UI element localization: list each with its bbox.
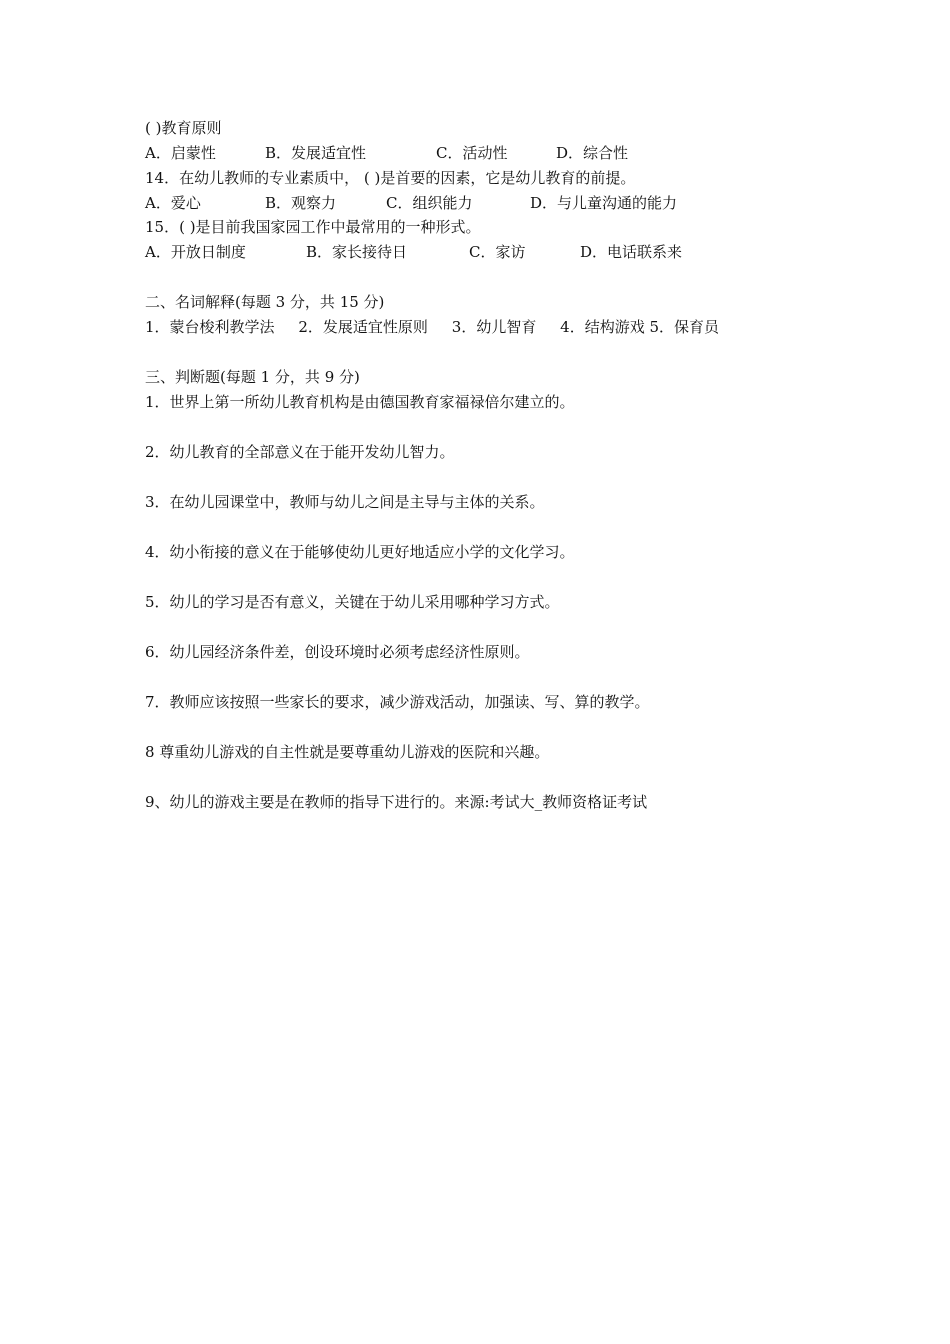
q15-options — [0, 242, 950, 262]
q13-stem: ( )教育原则 — [145, 119, 222, 137]
q13-option-d: D．综合性 — [556, 144, 629, 162]
q15-option-b: B．家长接待日 — [306, 243, 408, 261]
q13-option-c: C．活动性 — [436, 144, 508, 162]
q14-option-a: A．爱心 — [145, 194, 201, 212]
q13-options — [0, 143, 950, 163]
q14-stem: 14．在幼儿教师的专业素质中， ( )是首要的因素，它是幼儿教育的前提。 — [145, 169, 636, 187]
tf-item-3: 3．在幼儿园课堂中，教师与幼儿之间是主导与主体的关系。 — [145, 493, 545, 511]
tf-item-7: 7．教师应该按照一些家长的要求，减少游戏活动，加强读、写、算的教学。 — [145, 693, 650, 711]
section3-heading: 三、判断题(每题 1 分，共 9 分) — [145, 368, 360, 386]
q13-option-b: B．发展适宜性 — [265, 144, 367, 162]
tf-item-8: 8 尊重幼儿游戏的自主性就是要尊重幼儿游戏的医院和兴趣。 — [145, 743, 550, 761]
section2-heading: 二、名词解释(每题 3 分，共 15 分) — [145, 293, 385, 311]
q14-option-c: C．组织能力 — [386, 194, 473, 212]
tf-item-1: 1．世界上第一所幼儿教育机构是由德国教育家福禄倍尔建立的。 — [145, 393, 575, 411]
tf-item-6: 6．幼儿园经济条件差，创设环境时必须考虑经济性原则。 — [145, 643, 530, 661]
q13-option-a: A．启蒙性 — [145, 144, 216, 162]
q14-options — [0, 193, 950, 213]
section2-terms: 1．蒙台梭利教学法 2．发展适宜性原则 3．幼儿智育 4．结构游戏 5．保育员 — [145, 318, 720, 336]
tf-item-9: 9、幼儿的游戏主要是在教师的指导下进行的。来源:考试大_教师资格证考试 — [145, 793, 648, 811]
q15-option-a: A．开放日制度 — [145, 243, 246, 261]
q14-option-b: B．观察力 — [265, 194, 337, 212]
tf-item-2: 2．幼儿教育的全部意义在于能开发幼儿智力。 — [145, 443, 455, 461]
q15-stem: 15．( )是目前我国家园工作中最常用的一种形式。 — [145, 218, 481, 236]
tf-item-5: 5．幼儿的学习是否有意义，关键在于幼儿采用哪种学习方式。 — [145, 593, 560, 611]
tf-item-4: 4．幼小衔接的意义在于能够使幼儿更好地适应小学的文化学习。 — [145, 543, 575, 561]
q14-option-d: D．与儿童沟通的能力 — [530, 194, 678, 212]
q15-option-d: D．电话联系来 — [580, 243, 683, 261]
q15-option-c: C．家访 — [469, 243, 526, 261]
